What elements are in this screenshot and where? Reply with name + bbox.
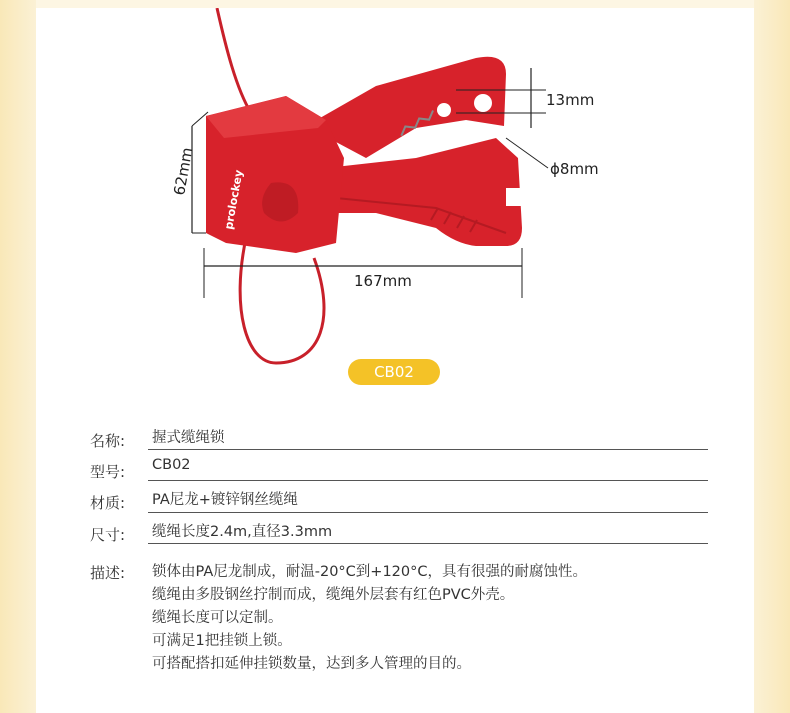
product-figure	[36, 8, 754, 388]
description-label: 描述:	[90, 564, 126, 582]
lock-body	[206, 57, 522, 253]
diameter-dim-label: ϕ8mm	[550, 160, 599, 178]
description-line: 可满足1把挂锁上锁。	[152, 633, 292, 649]
model-badge: CB02	[348, 359, 440, 385]
spec-value: CB02	[152, 457, 191, 473]
spec-value: 缆绳长度2.4m,直径3.3mm	[152, 524, 333, 540]
divider	[148, 480, 708, 481]
cable-loop	[240, 238, 324, 363]
spec-value: PA尼龙+镀锌钢丝缆绳	[152, 492, 298, 508]
spec-row-size	[90, 520, 710, 548]
right-border	[754, 0, 790, 713]
spec-row-name	[90, 426, 710, 454]
divider	[148, 543, 708, 544]
divider	[148, 512, 708, 513]
spec-label: 材质:	[90, 494, 126, 512]
description-line: 缆绳长度可以定制。	[152, 610, 283, 626]
left-border	[0, 0, 36, 713]
product-card	[36, 8, 754, 713]
divider	[148, 449, 708, 450]
spec-label: 尺寸:	[90, 526, 126, 544]
width-dim-label: 167mm	[354, 272, 412, 290]
brand-label: prolockey	[222, 168, 246, 231]
description-line: 缆绳由多股钢丝拧制而成，缆绳外层套有红色PVC外壳。	[152, 587, 515, 603]
description-line: 可搭配搭扣延伸挂锁数量，达到多人管理的目的。	[152, 656, 471, 672]
spec-row-material	[90, 488, 710, 516]
spec-label: 型号:	[90, 463, 126, 481]
spec-value: 握式缆绳锁	[152, 430, 225, 446]
description-line: 锁体由PA尼龙制成，耐温-20°C到+120°C，具有很强的耐腐蚀性。	[152, 564, 587, 580]
hole-dim-label: 13mm	[546, 91, 595, 109]
description-block	[90, 558, 710, 688]
spec-row-model	[90, 457, 710, 485]
cable	[217, 8, 251, 113]
height-dim-label: 62mm	[170, 145, 197, 197]
spec-label: 名称:	[90, 432, 126, 450]
